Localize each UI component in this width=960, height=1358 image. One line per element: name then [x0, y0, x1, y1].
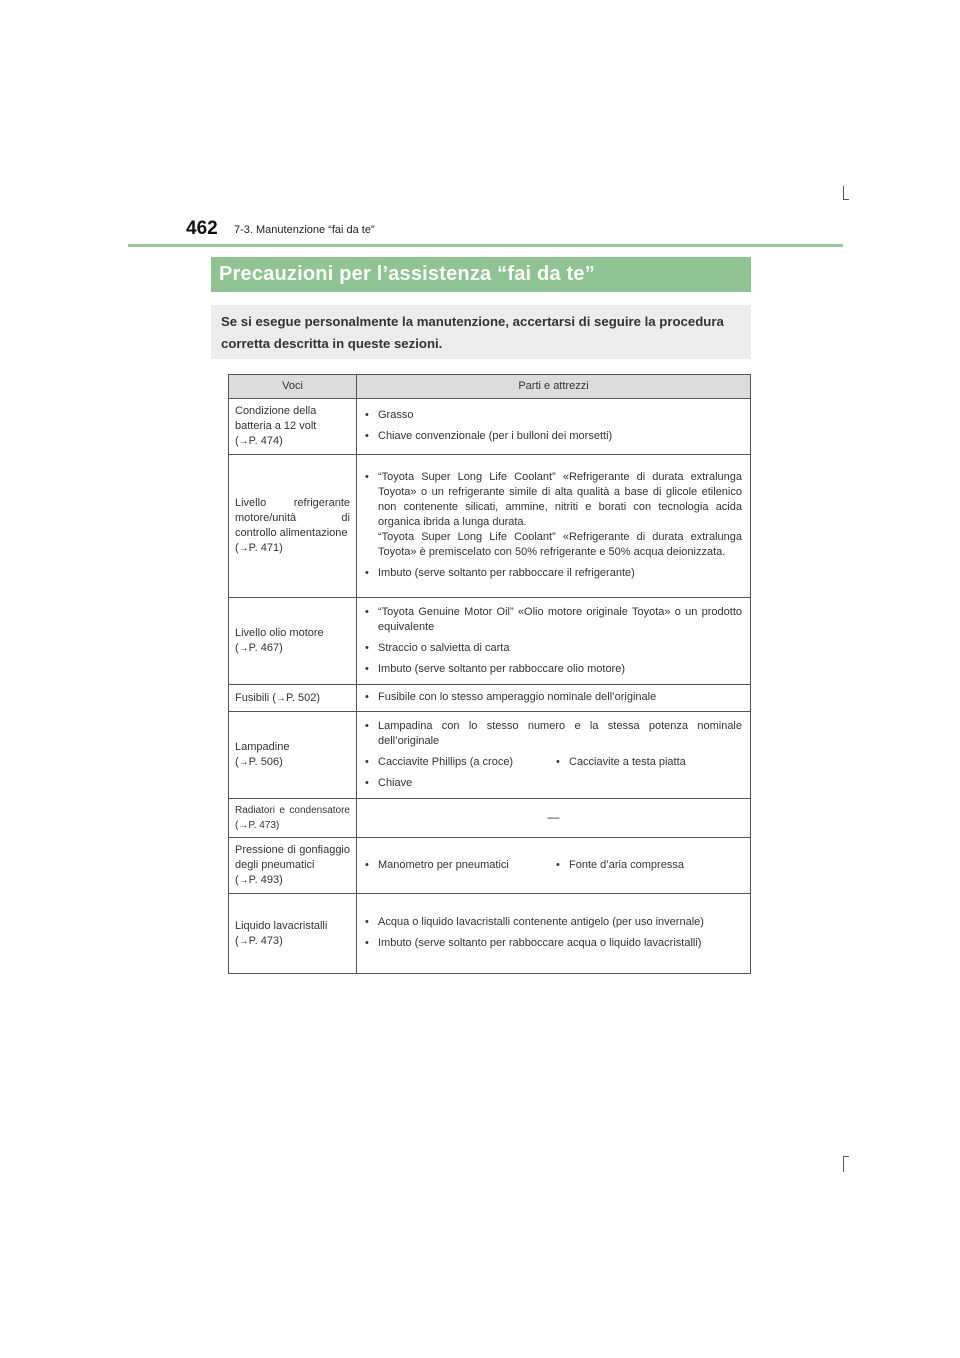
- intro-box: [211, 305, 751, 359]
- voce-label: Pressione di gonfiaggio degli pneumatici: [235, 844, 350, 871]
- row-parti: [357, 894, 751, 974]
- section-title: Precauzioni per l’assistenza “fai da te”: [211, 257, 751, 292]
- table-row: [229, 455, 751, 598]
- table-row: [229, 399, 751, 455]
- crop-mark-bottom-h: [843, 1156, 849, 1157]
- row-voce: Fusibili (→P. 502): [229, 685, 357, 712]
- empty-dash: —: [547, 810, 560, 824]
- parts-table: [228, 374, 751, 974]
- list-item: • Cacciavite Phillips (a croce) • Cacciavite a testa piatta: [365, 755, 686, 768]
- intro-text: Se si esegue personalmente la manutenzione, accertarsi di seguire la procedura corretta descritta in queste sezioni.: [221, 314, 724, 351]
- list-item: • “Toyota Genuine Motor Oil” «Olio motore originale Toyota» o un prodotto equivalente: [365, 605, 742, 633]
- voce-label: Livello olio motore: [235, 627, 324, 639]
- row-parti: [357, 838, 751, 894]
- list-item: • Grasso: [365, 409, 414, 421]
- row-voce: Condizione della batteria a 12 volt (→P. 474): [229, 399, 357, 455]
- table-row: [229, 598, 751, 685]
- table-row: [229, 838, 751, 894]
- row-parti: [357, 455, 751, 598]
- row-voce: Pressione di gonfiaggio degli pneumatici (→P. 493): [229, 838, 357, 894]
- header-voci: Voci: [229, 375, 357, 399]
- row-parti: [357, 685, 751, 712]
- row-parti: [357, 399, 751, 455]
- list-item: • Imbuto (serve soltanto per rabboccare il refrigerante): [365, 567, 635, 579]
- crop-mark-top: [843, 186, 844, 200]
- header-rule: [128, 244, 843, 247]
- voce-label: Fusibili: [235, 691, 270, 704]
- crop-mark-bottom: [843, 1156, 844, 1172]
- list-item: • Imbuto (serve soltanto per rabboccare olio motore): [365, 662, 626, 675]
- list-item: • Chiave convenzionale (per i bulloni dei morsetti): [365, 430, 613, 442]
- ref-arrow: →: [238, 820, 249, 831]
- row-parti: [357, 598, 751, 685]
- page-ref-link[interactable]: P. 474: [248, 435, 280, 447]
- ref-arrow: →: [238, 436, 249, 447]
- row-voce: Radiatori e condensatore (→P. 473): [229, 799, 357, 838]
- row-voce: Liquido lavacristalli (→P. 473): [229, 894, 357, 974]
- list-item: • “Toyota Super Long Life Coolant” «Refrigerante di durata extralunga Toyota» o un refrigerante simile di alta qualità a base di glicole etilenico non contenente silicati, ammine, nitriti e borati con tecnologia acida organica ibrida a lunga durata. “Toyota Super Long Life Coolant” «Refrigerante di durata extralunga Toyota» è premiscelato con 50% refrigerante e 50% acqua deionizzata.: [365, 471, 742, 558]
- ref-arrow: →: [275, 692, 286, 704]
- page-ref-link[interactable]: P. 506: [248, 756, 280, 768]
- page-ref-link[interactable]: P. 467: [248, 642, 280, 654]
- table-row: [229, 712, 751, 799]
- page-ref-link[interactable]: P. 471: [248, 542, 280, 554]
- header-parti: Parti e attrezzi: [357, 375, 751, 399]
- ref-arrow: →: [238, 875, 249, 886]
- row-parti: [357, 799, 751, 838]
- page-ref-link[interactable]: P. 493: [248, 874, 280, 886]
- section-label: 7-3. Manutenzione “fai da te”: [234, 224, 375, 236]
- ref-arrow: →: [238, 935, 249, 947]
- list-item: • Imbuto (serve soltanto per rabboccare acqua o liquido lavacristalli): [365, 937, 702, 949]
- list-item: • Chiave: [365, 776, 413, 789]
- list-item: • Acqua o liquido lavacristalli contenente antigelo (per uso invernale): [365, 916, 704, 928]
- table-row: [229, 685, 751, 712]
- list-item: • Lampadina con lo stesso numero e la stessa potenza nominale dell’originale: [365, 719, 742, 747]
- page-ref-link[interactable]: P. 473: [248, 934, 280, 947]
- voce-label: Livello refrigerante motore/unità di controllo alimentazione: [235, 497, 350, 539]
- table-header-row: [229, 375, 751, 399]
- ref-arrow: →: [238, 757, 249, 768]
- coolant-note: “Toyota Super Long Life Coolant” «Refrigerante di durata extralunga Toyota» è premiscelato con 50% refrigerante e 50% acqua deionizzata.: [378, 531, 742, 558]
- page-number: 462: [186, 218, 218, 239]
- row-voce: Livello refrigerante motore/unità di controllo alimentazione (→P. 471): [229, 455, 357, 598]
- page-ref-link[interactable]: P. 502: [285, 691, 317, 704]
- list-item: • Straccio o salvietta di carta: [365, 641, 510, 654]
- voce-label: Lampadine: [235, 741, 290, 753]
- ref-arrow: →: [238, 543, 249, 554]
- list-item: • Manometro per pneumatici • Fonte d’aria compressa: [365, 858, 684, 871]
- ref-arrow: →: [238, 643, 249, 654]
- table-row: [229, 799, 751, 838]
- page-ref-link[interactable]: P. 473: [248, 820, 276, 831]
- table-row: [229, 894, 751, 974]
- voce-label: Condizione della batteria a 12 volt: [235, 405, 317, 432]
- list-item: • Fusibile con lo stesso amperaggio nominale dell’originale: [365, 691, 657, 703]
- voce-label: Radiatori e condensatore: [235, 805, 350, 816]
- crop-mark-top-h: [843, 199, 849, 200]
- row-voce: Lampadine (→P. 506): [229, 712, 357, 799]
- row-parti: [357, 712, 751, 799]
- voce-label: Liquido lavacristalli: [235, 919, 328, 932]
- row-voce: Livello olio motore (→P. 467): [229, 598, 357, 685]
